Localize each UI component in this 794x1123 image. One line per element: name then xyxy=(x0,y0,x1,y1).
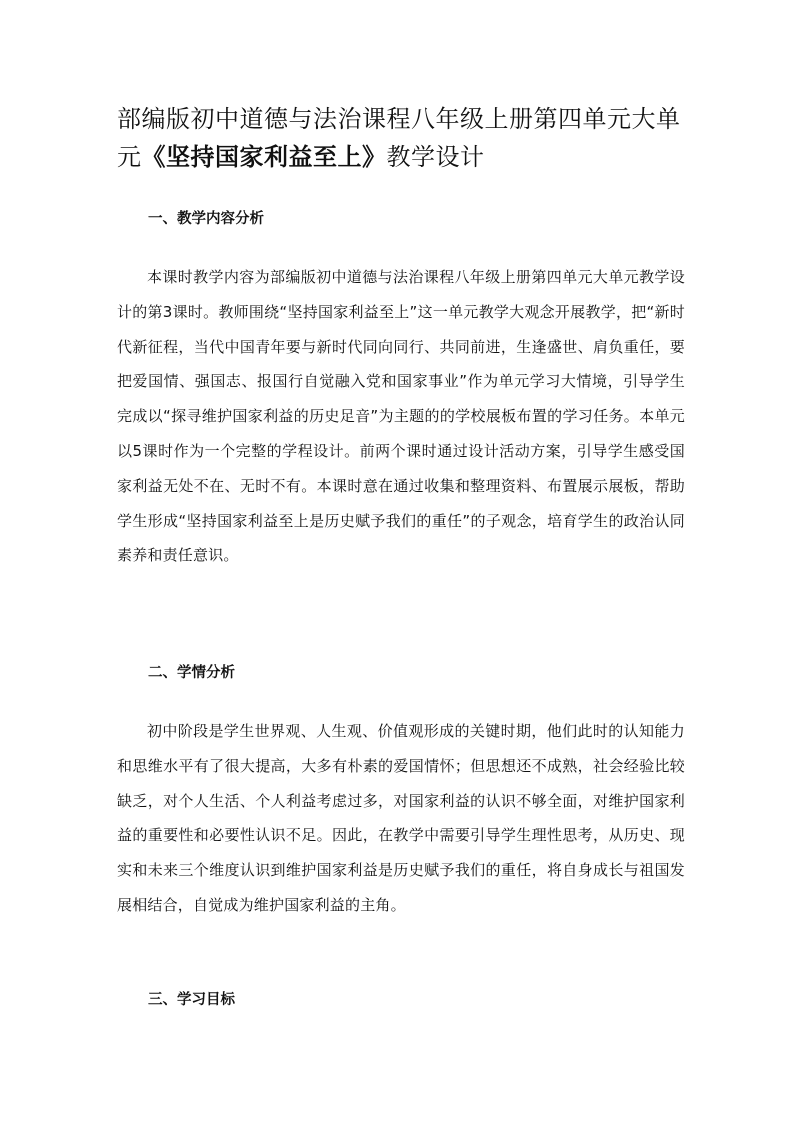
paragraph-content-analysis: 本课时教学内容为部编版初中道德与法治课程八年级上册第四单元大单元教学设计的第3课时。教师围绕“坚持国家利益至上”这一单元教学大观念开展教学，把“新时代新征程，当代中国青年要与新时代同向同行、共同前进，生逢盛世、肩负重任，要把爱国情、强国志、报国行自觉融入党和国家事业”作为单元学习大情境，引导学生完成以“探寻维护国家利益的历史足音”为主题的的学校展板布置的学习任务。本单元以5课时作为一个完整的学程设计。前两个课时通过设计活动方案，引导学生感受国家利益无处不在、无时不有。本课时意在通过收集和整理资料、布置展示展板，帮助学生形成“坚持国家利益至上是历史赋予我们的重任”的子观念，培育学生的政治认同素养和责任意识。 xyxy=(117,268,685,565)
document-title xyxy=(117,100,687,176)
section-heading-learner-analysis: 二、学情分析 xyxy=(148,665,235,681)
section-heading-content-analysis: 一、教学内容分析 xyxy=(148,211,264,227)
title-unit-name: 《坚持国家利益至上》 xyxy=(141,142,387,171)
title-text: 部编版初中道德与法治课程八年级上册第四单元大单元 xyxy=(117,105,681,171)
paragraph-learner-analysis: 初中阶段是学生世界观、人生观、价值观形成的关键时期，他们此时的认知能力和思维水平有了很大提高，大多有朴素的爱国情怀；但思想还不成熟，社会经验比较缺乏，对个人生活、个人利益考虑过多，对国家利益的认识不够全面，对维护国家利益的重要性和必要性认识不足。因此，在教学中需要引导学生理性思考，从历史、现实和未来三个维度认识到维护国家利益是历史赋予我们的重任，将自身成长与祖国发展相结合，自觉成为维护国家利益的主角。 xyxy=(117,722,685,914)
title-suffix: 教学设计 xyxy=(386,143,485,171)
section-heading-learning-objectives: 三、学习目标 xyxy=(148,992,235,1008)
